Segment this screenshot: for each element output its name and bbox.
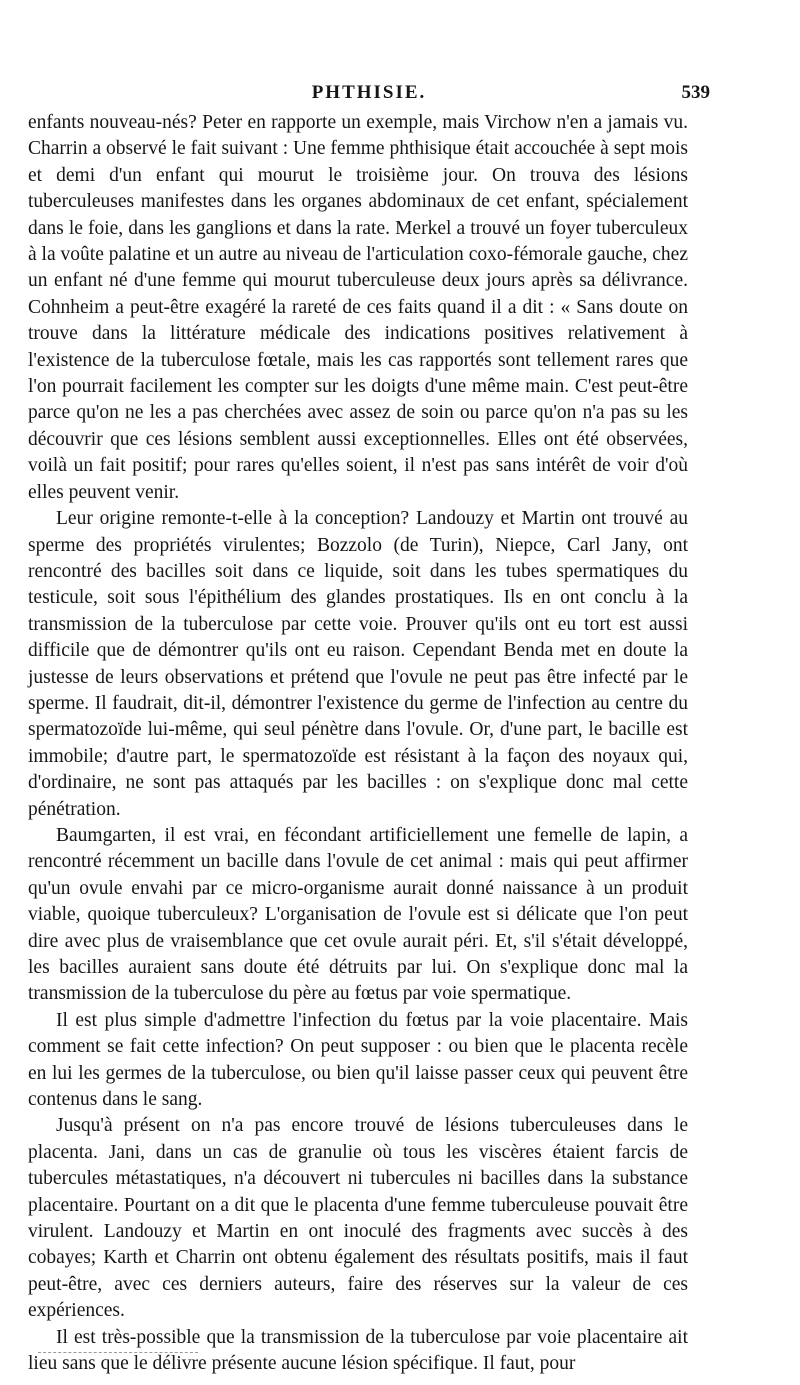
paragraph-3: Baumgarten, il est vrai, en fécondant artificiellement une femelle de lapin, a rencontré récemment un bacille dans l'ovule de cet animal : mais qui peut affirmer qu'un ovule envahi par ce micro-organisme aurait donné naissance à un produit viable, quoique tuberculeux? L'organisation de l'ovule est si délicate que l'on peut dire avec plus de vraisemblance que cet ovule aurait péri. Et, s'il s'était développé, les bacilles auraient sans doute été détruits par lui. On s'explique donc mal la transmission de la tuberculose du père au fœtus par voie spermatique. <box>28 824 688 1005</box>
page-number: 539 <box>681 82 710 103</box>
paragraph-6: Il est très-possible que la transmission de la tuberculose par voie placentaire ait lieu sans que le délivre présente aucune lésion spécifique. Il faut, pour <box>28 1326 688 1375</box>
running-title: PHTHISIE. <box>311 82 427 103</box>
paragraph-4: Il est plus simple d'admettre l'infection du fœtus par la voie placentaire. Mais comment se fait cette infection? On peut supposer : ou bien que le placenta recèle en lui les germes de la tuberculose, ou bien qu'il laisse passer ceux qui peuvent être contenus dans le sang. <box>28 1009 688 1111</box>
paragraph-5: Jusqu'à présent on n'a pas encore trouvé de lésions tuberculeuses dans le placenta. Jani, dans un cas de granulie où tous les viscères étaient farcis de tubercules métastatiques, n'a découvert ni tubercules ni bacilles dans la substance placentaire. Pourtant on a dit que le placenta d'une femme tuberculeuse pouvait être virulent. Landouzy et Martin en ont inoculé des fragments avec succès à des cobayes; Karth et Charrin ont obtenu également des résultats positifs, mais il faut peut-être, avec ces derniers auteurs, faire des réserves sur la valeur de ces expériences. <box>28 1115 688 1322</box>
paragraph-1: enfants nouveau-nés? Peter en rapporte un exemple, mais Virchow n'en a jamais vu. Charrin a observé le fait suivant : Une femme phthisique était accouchée à sept mois et demi d'un enfant qui mourut le troisième jour. On trouva des lésions tuberculeuses manifestes dans les organes abdominaux de cet enfant, spécialement dans le foie, dans les ganglions et dans la rate. Merkel a trouvé un foyer tuberculeux à la voûte palatine et un autre au niveau de l'articulation coxo-fémorale gauche, chez un enfant né d'une femme qui mourut tuberculeuse deux jours après sa délivrance. Cohnheim a peut-être exagéré la rareté de ces faits quand il a dit : « Sans doute on trouve dans la littérature médicale des indications positives relativement à l'existence de la tuberculose fœtale, mais les cas rapportés sont tellement rares que l'on pourrait facilement les compter sur les doigts d'une même main. C'est peut-être parce qu'on ne les a pas cherchées avec assez de soin ou parce qu'on n'a pas su les découvrir que ces lésions semblent aussi exceptionnelles. Elles ont été observées, voilà un fait positif; pour rares qu'elles soient, il n'est pas sans intérêt de voir d'où elles peuvent venir. <box>28 112 688 503</box>
footer-rule <box>38 1352 198 1353</box>
page-header <box>28 82 710 112</box>
body-text <box>28 110 688 1378</box>
paragraph-2: Leur origine remonte-t-elle à la conception? Landouzy et Martin ont trouvé au sperme des propriétés virulentes; Bozzolo (de Turin), Niepce, Carl Jany, ont rencontré des bacilles soit dans ce liquide, soit dans les tubes spermatiques du testicule, soit sous l'épithélium des glandes prostatiques. Ils en ont conclu à la transmission de la tuberculose par cette voie. Prouver qu'ils ont eu tort est aussi difficile que de démontrer qu'ils ont eu raison. Cependant Benda met en doute la justesse de leurs observations et prétend que l'ovule ne peut pas être infecté par le sperme. Il faudrait, dit-il, démontrer l'existence du germe de l'infection au centre du spermatozoïde lui-même, qui seul pénètre dans l'ovule. Or, d'une part, le bacille est immobile; d'autre part, le spermatozoïde est résistant à la façon des noyaux qui, d'ordinaire, ne sont pas attaqués par les bacilles : on s'explique donc mal cette pénétration. <box>28 508 688 820</box>
